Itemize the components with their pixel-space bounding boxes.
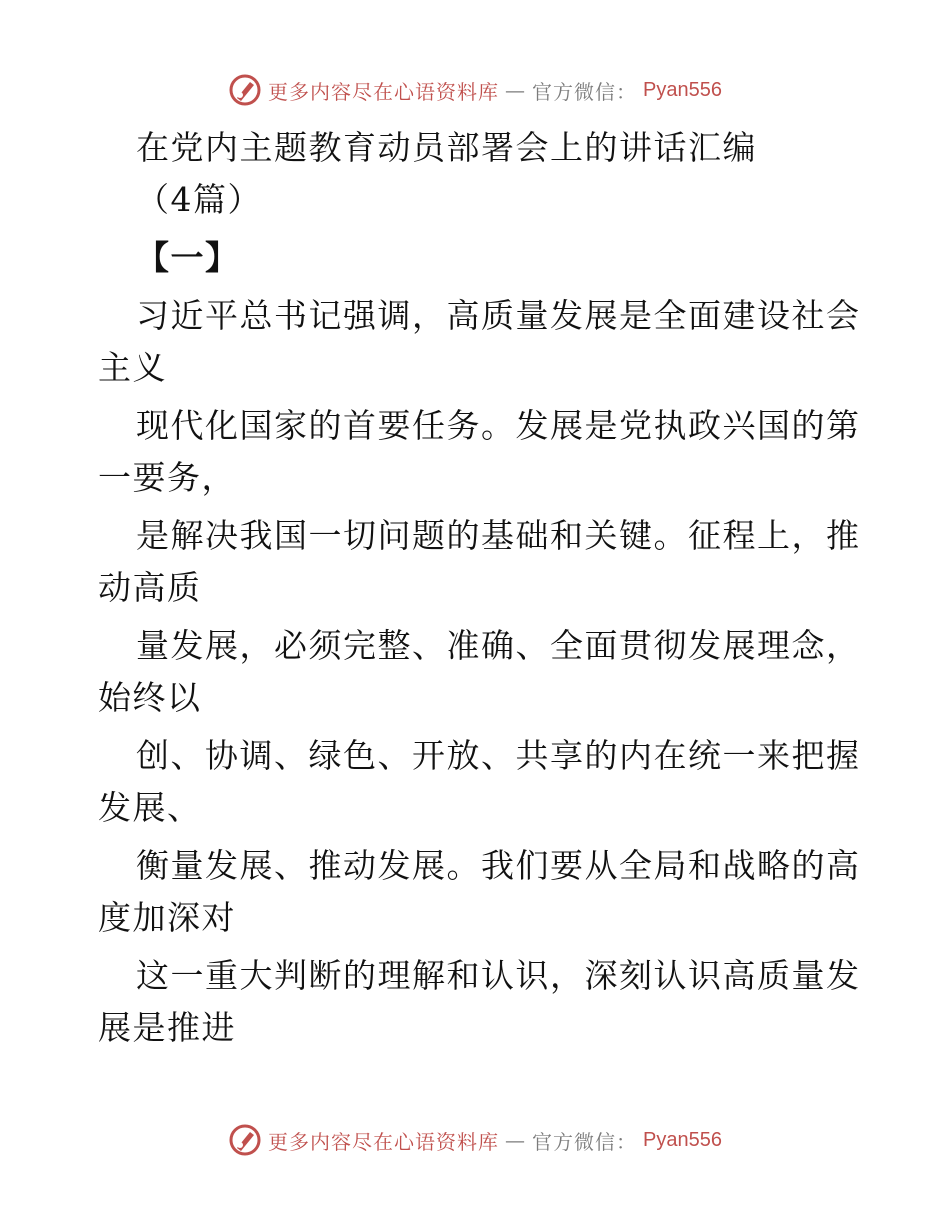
text-line: 一要务，	[98, 458, 236, 497]
footer-watermark	[0, 1120, 950, 1160]
page-title-count: （4篇）	[136, 180, 262, 219]
text-line: 主义	[98, 348, 167, 387]
document-body	[98, 122, 861, 1054]
watermark-account: Pyan556	[643, 78, 722, 101]
text-line: 度加深对	[98, 898, 236, 937]
text-line: 衡量发展、推动发展。我们要从全局和战略的高	[136, 846, 861, 885]
pen-circle-logo-icon	[228, 1123, 262, 1157]
watermark-separator: —	[505, 1128, 527, 1152]
section-marker	[98, 232, 858, 284]
text-line: 这一重大判断的理解和认识，深刻认识高质量发	[136, 956, 861, 995]
watermark-separator: —	[505, 78, 527, 102]
text-line: 动高质	[98, 568, 202, 607]
text-line: 发展、	[98, 788, 202, 827]
text-line: 习近平总书记强调，高质量发展是全面建设社会	[136, 296, 861, 335]
header-watermark	[0, 70, 950, 110]
text-line: 创、协调、绿色、开放、共享的内在统一来把握	[136, 736, 861, 775]
text-line: 现代化国家的首要任务。发展是党执政兴国的第	[136, 406, 861, 445]
section-marker-text: 【一】	[136, 238, 240, 277]
page-title: 在党内主题教育动员部署会上的讲话汇编	[136, 128, 757, 167]
watermark-label: 官方微信：	[532, 1129, 638, 1154]
watermark-site-text: 更多内容尽在心语资料库	[268, 79, 500, 104]
text-line: 是解决我国一切问题的基础和关键。征程上，推	[136, 516, 861, 555]
watermark-site-text: 更多内容尽在心语资料库	[268, 1129, 500, 1154]
watermark-label: 官方微信：	[532, 79, 638, 104]
text-line: 量发展，必须完整、准确、全面贯彻发展理念，	[136, 626, 861, 665]
text-line: 展是推进	[98, 1008, 236, 1047]
text-line: 始终以	[98, 678, 202, 717]
watermark-account: Pyan556	[643, 1128, 722, 1151]
pen-circle-logo-icon	[228, 73, 262, 107]
